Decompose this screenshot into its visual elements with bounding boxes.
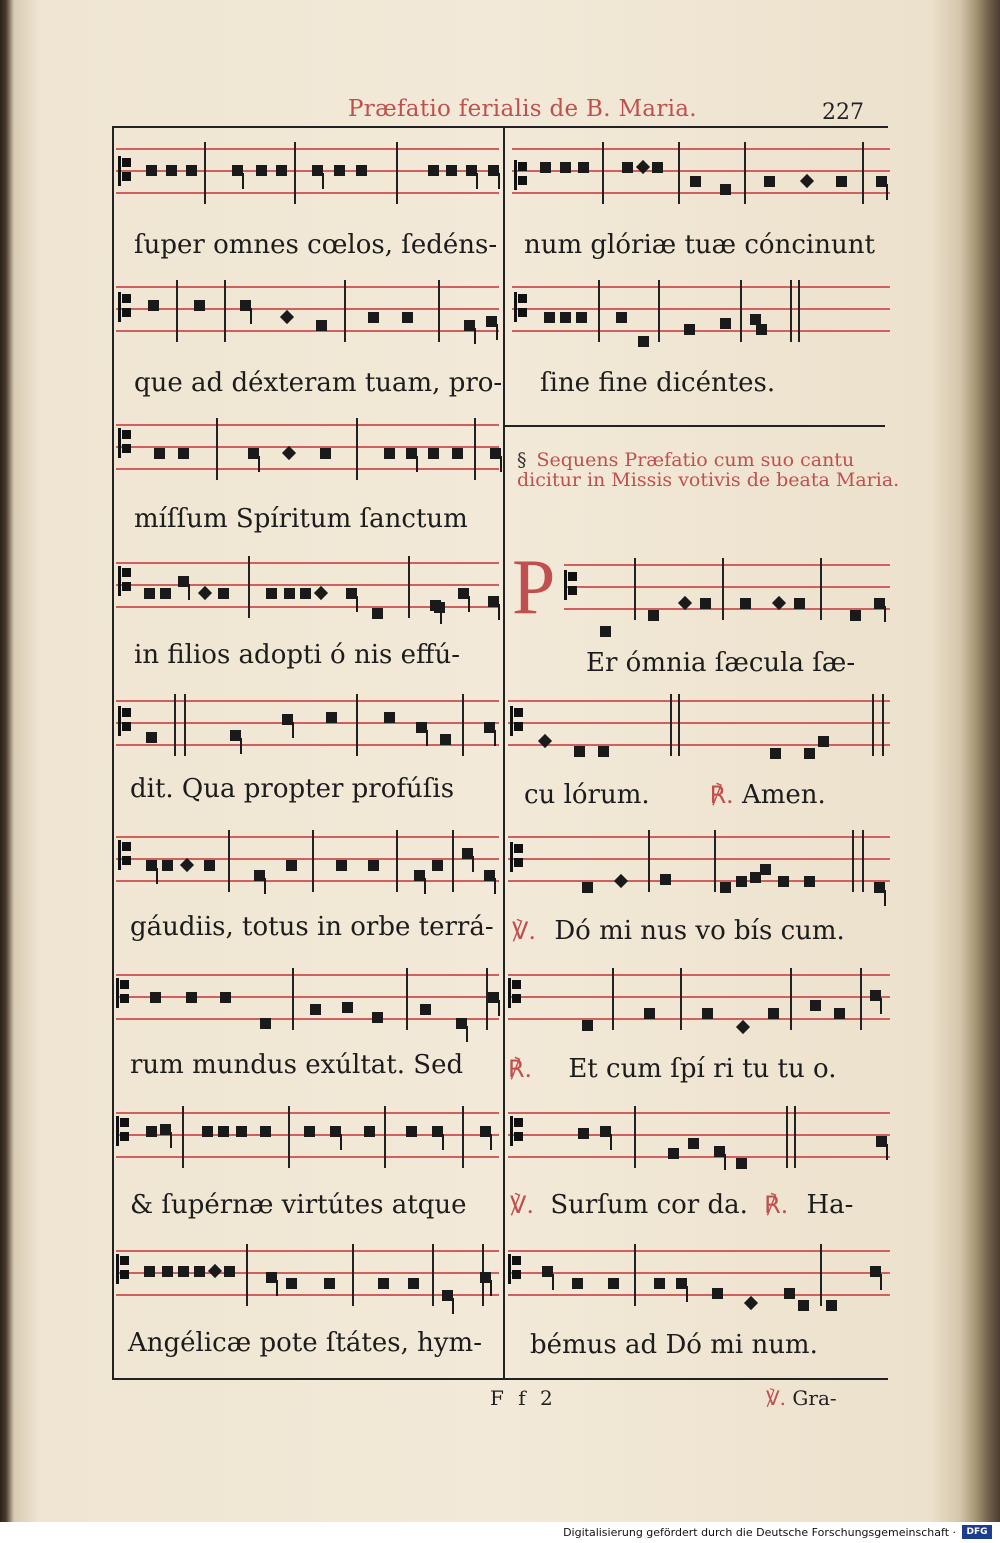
- staff-right-4: [508, 700, 890, 756]
- staff-left-3: [116, 424, 499, 480]
- lyric-right-6: ℟. Et cum ſpí ri tu tu o.: [508, 1054, 837, 1084]
- lyric-right-1: num glóriæ tuæ cóncinunt: [524, 230, 875, 260]
- lyric-left-8: & ſupérnæ virtútes atque: [130, 1190, 467, 1220]
- lyric-left-7: rum mundus exúltat. Sed: [130, 1050, 464, 1080]
- lyric-right-3: Er ómnia ſæcula ſæ-: [586, 648, 856, 678]
- lyric-left-1: ſuper omnes cœlos, ſedéns-: [134, 230, 498, 260]
- staff-right-8: [508, 1250, 890, 1306]
- staff-left-9: [116, 1250, 499, 1306]
- staff-right-2: [512, 286, 890, 342]
- drop-capital: P: [512, 543, 556, 630]
- lyric-right-2: ſine fine dicéntes.: [540, 368, 776, 398]
- staff-left-5: [116, 700, 499, 756]
- frame-left-rule: [112, 126, 114, 1380]
- staff-right-7: [508, 1112, 890, 1168]
- lyric-right-4: cu lórum. ℟. Amen.: [524, 780, 826, 810]
- lyric-left-6: gáudiis, totus in orbe terrá-: [130, 912, 494, 942]
- catchword: ℣. Gra-: [766, 1386, 837, 1410]
- lyric-left-9: Angélicæ pote ſtátes, hym-: [128, 1328, 482, 1358]
- column-divider: [503, 126, 505, 1380]
- lyric-left-4: in filios adopti ó nis effú-: [134, 640, 461, 670]
- staff-left-1: [116, 148, 499, 204]
- response-symbol: ℟.: [709, 781, 734, 809]
- response-symbol: ℟.: [508, 1055, 533, 1083]
- staff-right-6: [508, 974, 890, 1030]
- credit-bar: [0, 1522, 1000, 1543]
- dfg-logo: DFG: [962, 1525, 992, 1539]
- staff-left-8: [116, 1112, 499, 1168]
- lyric-left-5: dit. Qua propter profúſis: [130, 774, 455, 804]
- response-symbol: ℟.: [764, 1191, 789, 1219]
- signature-mark: F f 2: [490, 1386, 557, 1410]
- versicle-symbol: ℣.: [512, 917, 537, 945]
- lyric-right-8: bémus ad Dó mi num.: [530, 1330, 818, 1360]
- section-symbol: §: [517, 449, 527, 471]
- staff-right-1: [512, 148, 890, 204]
- staff-left-2: [116, 286, 499, 342]
- staff-left-6: [116, 836, 499, 892]
- versicle-symbol: ℣.: [510, 1191, 535, 1219]
- rubric-note: § Sequens Præfatio cum suo cantu dicitur in Missis votivis de beata Maria.: [517, 449, 900, 491]
- frame-top-rule: [112, 126, 888, 128]
- versicle-symbol: ℣.: [766, 1386, 787, 1410]
- staff-right-3: [564, 564, 890, 620]
- frame-bottom-rule: [112, 1378, 888, 1380]
- lyric-right-7: ℣. Surſum cor da. ℟. Ha-: [510, 1190, 854, 1220]
- lyric-left-3: míſſum Spíritum ſanctum: [134, 504, 468, 534]
- staff-left-7: [116, 974, 499, 1030]
- funding-credit: Digitalisierung gefördert durch die Deutsche Forschungsgemeinschaft ·: [563, 1526, 956, 1539]
- running-head: Præfatio ferialis de B. Maria.: [348, 96, 697, 122]
- staff-left-4: [116, 562, 499, 618]
- lyric-right-5: ℣. Dó mi nus vo bís cum.: [512, 916, 845, 946]
- section-rule: [505, 425, 885, 427]
- lyric-left-2: que ad déxteram tuam, pro-: [134, 368, 503, 398]
- page-number: 227: [822, 100, 864, 125]
- staff-right-5: [508, 836, 890, 892]
